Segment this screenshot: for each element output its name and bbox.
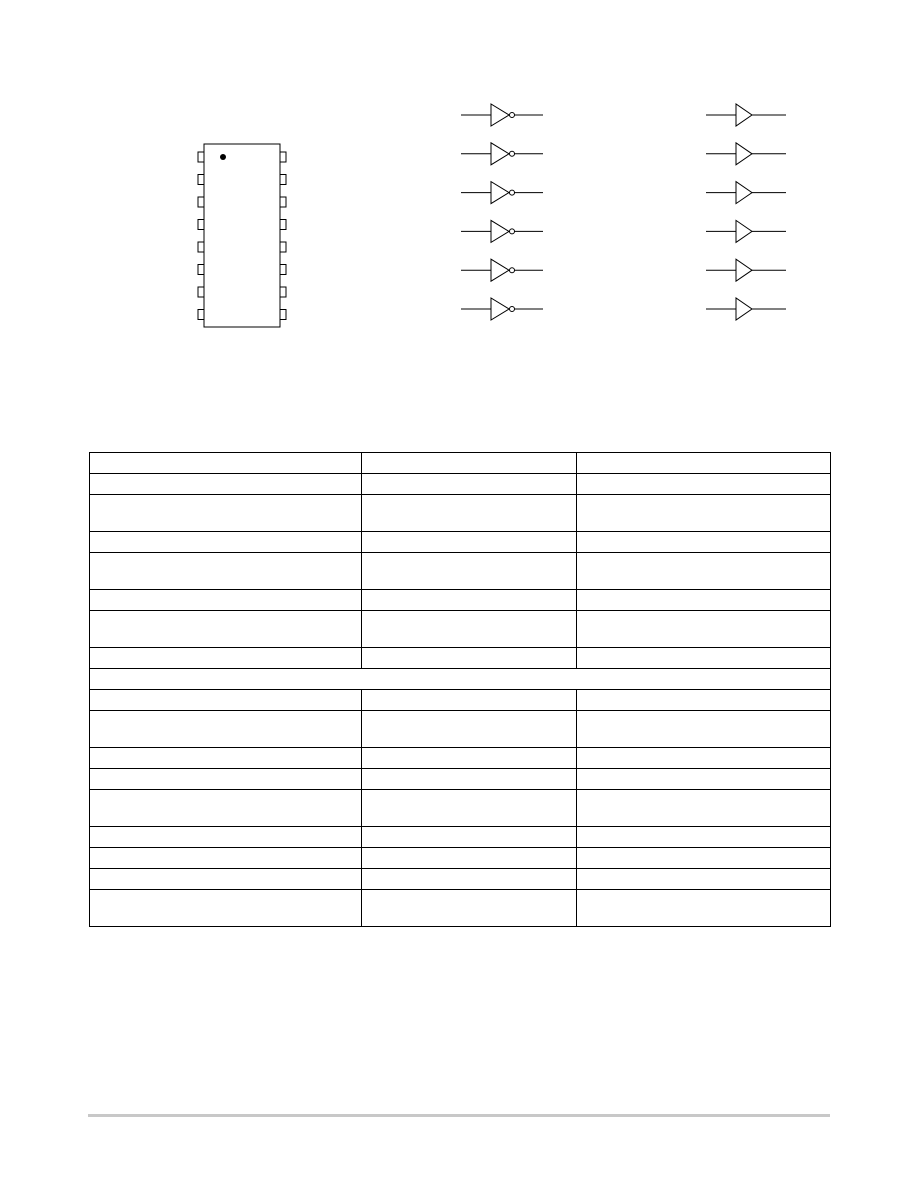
- pin-left: [198, 287, 204, 297]
- inverter-gate: [461, 298, 543, 320]
- table-cell: [577, 611, 831, 648]
- pin-left: [198, 242, 204, 252]
- table-row: [90, 869, 831, 890]
- section-header-cell: [90, 669, 831, 690]
- pin-right: [280, 310, 286, 320]
- table-row: [90, 553, 831, 590]
- inverter-gates: [455, 95, 555, 325]
- inverter-gate: [461, 104, 543, 126]
- table-cell: [577, 648, 831, 669]
- table-cell: [362, 453, 577, 474]
- table-cell: [362, 711, 577, 748]
- table-cell: [90, 848, 362, 869]
- buffer-gate: [706, 298, 786, 320]
- table-cell: [362, 769, 577, 790]
- pin-right: [280, 265, 286, 275]
- footer-rule: [88, 1114, 830, 1117]
- table-cell: [577, 869, 831, 890]
- table-row: [90, 890, 831, 927]
- table-row: [90, 848, 831, 869]
- pin-left: [198, 265, 204, 275]
- table-row: [90, 690, 831, 711]
- pin-right: [280, 242, 286, 252]
- table-cell: [362, 611, 577, 648]
- table-cell: [362, 474, 577, 495]
- table-row: [90, 474, 831, 495]
- inverter-gate: [461, 143, 543, 165]
- table-row: [90, 590, 831, 611]
- table-row: [90, 827, 831, 848]
- table-row: [90, 669, 831, 690]
- table-cell: [362, 495, 577, 532]
- table-cell: [90, 827, 362, 848]
- table-cell: [362, 790, 577, 827]
- table-cell: [362, 690, 577, 711]
- table-cell: [577, 848, 831, 869]
- inverter-gate: [461, 259, 543, 281]
- table-cell: [90, 590, 362, 611]
- pin-left: [198, 220, 204, 230]
- left-pins: [198, 152, 204, 320]
- pin1-marker: [220, 154, 226, 160]
- table-row: [90, 495, 831, 532]
- table-cell: [577, 553, 831, 590]
- buffer-gate: [706, 143, 786, 165]
- table-cell: [362, 648, 577, 669]
- table-cell: [362, 553, 577, 590]
- table-row: [90, 769, 831, 790]
- table-cell: [577, 453, 831, 474]
- table-cell: [577, 495, 831, 532]
- table-cell: [90, 690, 362, 711]
- table-cell: [577, 790, 831, 827]
- table-cell: [90, 495, 362, 532]
- table-cell: [577, 590, 831, 611]
- table-cell: [362, 869, 577, 890]
- table-cell: [577, 748, 831, 769]
- pin-right: [280, 152, 286, 162]
- table-cell: [90, 748, 362, 769]
- inverter-gate: [461, 182, 543, 204]
- table-row: [90, 611, 831, 648]
- pin-right: [280, 175, 286, 185]
- pin-right: [280, 287, 286, 297]
- table-row: [90, 790, 831, 827]
- spec-table: [89, 452, 831, 927]
- table-row: [90, 453, 831, 474]
- inverter-gate: [461, 220, 543, 242]
- table-cell: [362, 890, 577, 927]
- pin-right: [280, 197, 286, 207]
- table-cell: [90, 869, 362, 890]
- buffer-gate: [706, 104, 786, 126]
- table-cell: [362, 590, 577, 611]
- pin-left: [198, 310, 204, 320]
- buffer-gates: [700, 95, 800, 325]
- pin-left: [198, 197, 204, 207]
- buffer-gate: [706, 182, 786, 204]
- table-cell: [577, 769, 831, 790]
- table-cell: [90, 648, 362, 669]
- table-row: [90, 648, 831, 669]
- table-cell: [90, 890, 362, 927]
- table-cell: [577, 532, 831, 553]
- table-cell: [577, 890, 831, 927]
- table-cell: [90, 769, 362, 790]
- table-cell: [577, 690, 831, 711]
- right-pins: [280, 152, 286, 320]
- table-cell: [577, 474, 831, 495]
- table-row: [90, 532, 831, 553]
- table-cell: [90, 790, 362, 827]
- table-cell: [90, 453, 362, 474]
- table-cell: [90, 711, 362, 748]
- pin-right: [280, 220, 286, 230]
- table-cell: [362, 532, 577, 553]
- package-body: [204, 144, 280, 327]
- table-cell: [90, 553, 362, 590]
- table-cell: [90, 532, 362, 553]
- table-row: [90, 711, 831, 748]
- table-cell: [362, 848, 577, 869]
- table-cell: [90, 611, 362, 648]
- dip-package-outline: [190, 140, 300, 335]
- table-cell: [577, 827, 831, 848]
- table-cell: [362, 827, 577, 848]
- table-cell: [90, 474, 362, 495]
- table-row: [90, 748, 831, 769]
- buffer-gate: [706, 259, 786, 281]
- pin-left: [198, 175, 204, 185]
- table-cell: [577, 711, 831, 748]
- pin-left: [198, 152, 204, 162]
- table-cell: [362, 748, 577, 769]
- buffer-gate: [706, 220, 786, 242]
